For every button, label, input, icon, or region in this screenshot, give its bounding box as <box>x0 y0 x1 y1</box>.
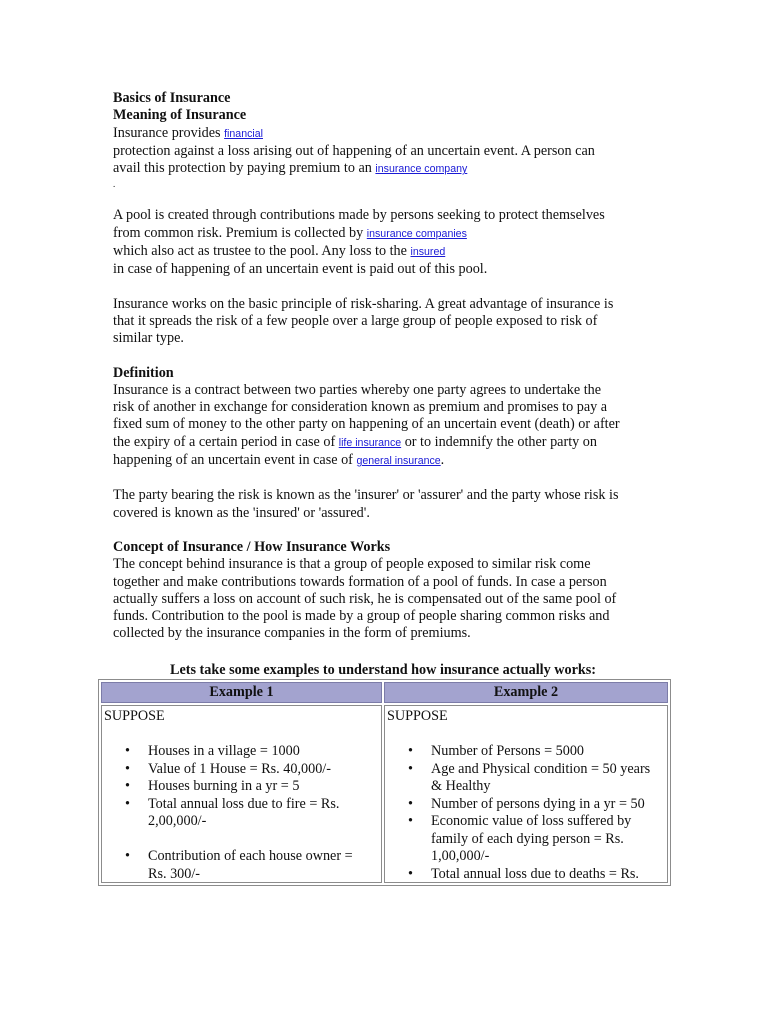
example-2-cell <box>384 705 668 883</box>
stray-dot: . <box>113 179 116 190</box>
table-caption: Lets take some examples to understand how insurance actually works: <box>169 662 597 678</box>
meaning-line-2: protection against a loss arising out of happening of an uncertain event. A person can <box>113 142 595 159</box>
concept-heading: Concept of Insurance / How Insurance Works <box>113 538 391 555</box>
risk-sharing-line-1: Insurance works on the basic principle of risk-sharing. A great advantage of insurance is <box>113 295 614 312</box>
definition-heading: Definition <box>113 364 174 381</box>
list-item <box>431 813 667 866</box>
list-item: • Value of 1 House = Rs. 40,000/- <box>148 761 381 779</box>
concept-line-3: actually suffers a loss on account of such risk, he is compensated out of the same pool of <box>113 590 617 607</box>
meaning-heading: Meaning of Insurance <box>113 107 247 124</box>
list-item: • Houses burning in a yr = 5 <box>148 778 381 796</box>
list-item <box>148 796 381 831</box>
page-title: Basics of Insurance <box>113 90 231 106</box>
example-1-list-2 <box>102 848 381 883</box>
list-item-line: family of each dying person = Rs. <box>431 830 624 847</box>
list-item <box>148 848 381 883</box>
definition-line-2: risk of another in exchange for consideration known as premium and promises to pay a <box>113 399 608 416</box>
definition-text: the expiry of a certain period in case of <box>113 433 336 450</box>
definition-line-4 <box>113 434 673 452</box>
definition-period: . <box>440 452 445 469</box>
risk-sharing-line-2: that it spreads the risk of a few people over a large group of people exposed to risk of <box>113 312 598 329</box>
pool-text: from common risk. Premium is collected by <box>113 224 364 241</box>
pool-line-1: A pool is created through contributions made by persons seeking to protect themselves <box>113 207 605 224</box>
meaning-line-3 <box>113 160 673 178</box>
insured-link[interactable]: insured <box>410 246 446 259</box>
suppose-label-1: SUPPOSE <box>104 708 165 724</box>
suppose-label-2: SUPPOSE <box>387 708 448 724</box>
list-item: • Total annual loss due to deaths = Rs. <box>431 866 667 884</box>
example-2-header: Example 2 <box>384 682 668 703</box>
financial-link[interactable]: financial <box>224 127 263 140</box>
party-line-1: The party bearing the risk is known as the 'insurer' or 'assurer' and the party whose risk is <box>113 487 619 504</box>
example-2-list <box>385 743 667 883</box>
general-insurance-link[interactable]: general insurance <box>356 455 441 468</box>
pool-line-4: in case of happening of an uncertain event is paid out of this pool. <box>113 261 488 278</box>
definition-line-5 <box>113 452 673 470</box>
list-item: • Houses in a village = 1000 <box>148 743 381 761</box>
list-item-line: 1,00,000/- <box>431 848 490 864</box>
list-item <box>431 761 667 796</box>
definition-text-2: or to indemnify the other party on <box>404 433 597 450</box>
definition-text-3: happening of an uncertain event in case of <box>113 452 353 469</box>
list-item-line: & Healthy <box>431 778 491 794</box>
list-item-line: 2,00,000/- <box>148 813 207 829</box>
meaning-text: Insurance provides <box>113 124 221 141</box>
document-body <box>113 90 673 643</box>
list-item: • Number of persons dying in a yr = 50 <box>431 796 667 814</box>
definition-line-1: Insurance is a contract between two parties whereby one party agrees to undertake the <box>113 381 602 398</box>
concept-line-5: collected by the insurance companies in the form of premiums. <box>113 625 471 642</box>
concept-line-1: The concept behind insurance is that a group of people exposed to similar risk come <box>113 556 591 573</box>
insurance-company-link[interactable]: insurance company <box>375 163 468 176</box>
pool-line-3 <box>113 243 673 261</box>
list-item-line: • Total annual loss due to fire = Rs. <box>148 795 340 812</box>
definition-line-3: fixed sum of money to the other party on happening of an uncertain event (death) or after <box>113 416 620 433</box>
list-item-line: Rs. 300/- <box>148 865 201 882</box>
insurance-companies-link[interactable]: insurance companies <box>366 227 467 240</box>
pool-line-2 <box>113 225 673 243</box>
list-item-line: • Economic value of loss suffered by <box>431 813 632 829</box>
examples-table <box>98 679 671 886</box>
list-item: • Number of Persons = 5000 <box>431 743 667 761</box>
example-1-cell <box>101 705 382 883</box>
example-1-list <box>102 743 381 831</box>
life-insurance-link[interactable]: life insurance <box>338 436 402 449</box>
concept-line-2: together and make contributions towards formation of a pool of funds. In case a person <box>113 573 607 590</box>
example-1-header: Example 1 <box>101 682 382 703</box>
meaning-line-1 <box>113 125 673 143</box>
list-item-line: • Age and Physical condition = 50 years <box>431 760 651 777</box>
party-line-2: covered is known as the 'insured' or 'assured'. <box>113 504 370 521</box>
meaning-text-2: avail this protection by paying premium to an <box>113 160 372 177</box>
list-item-line: • Contribution of each house owner = <box>148 848 353 864</box>
concept-line-4: funds. Contribution to the pool is made by a group of people sharing common risks and <box>113 608 610 625</box>
pool-text-2: which also act as trustee to the pool. Any loss to the <box>113 243 407 260</box>
risk-sharing-line-3: similar type. <box>113 330 184 347</box>
